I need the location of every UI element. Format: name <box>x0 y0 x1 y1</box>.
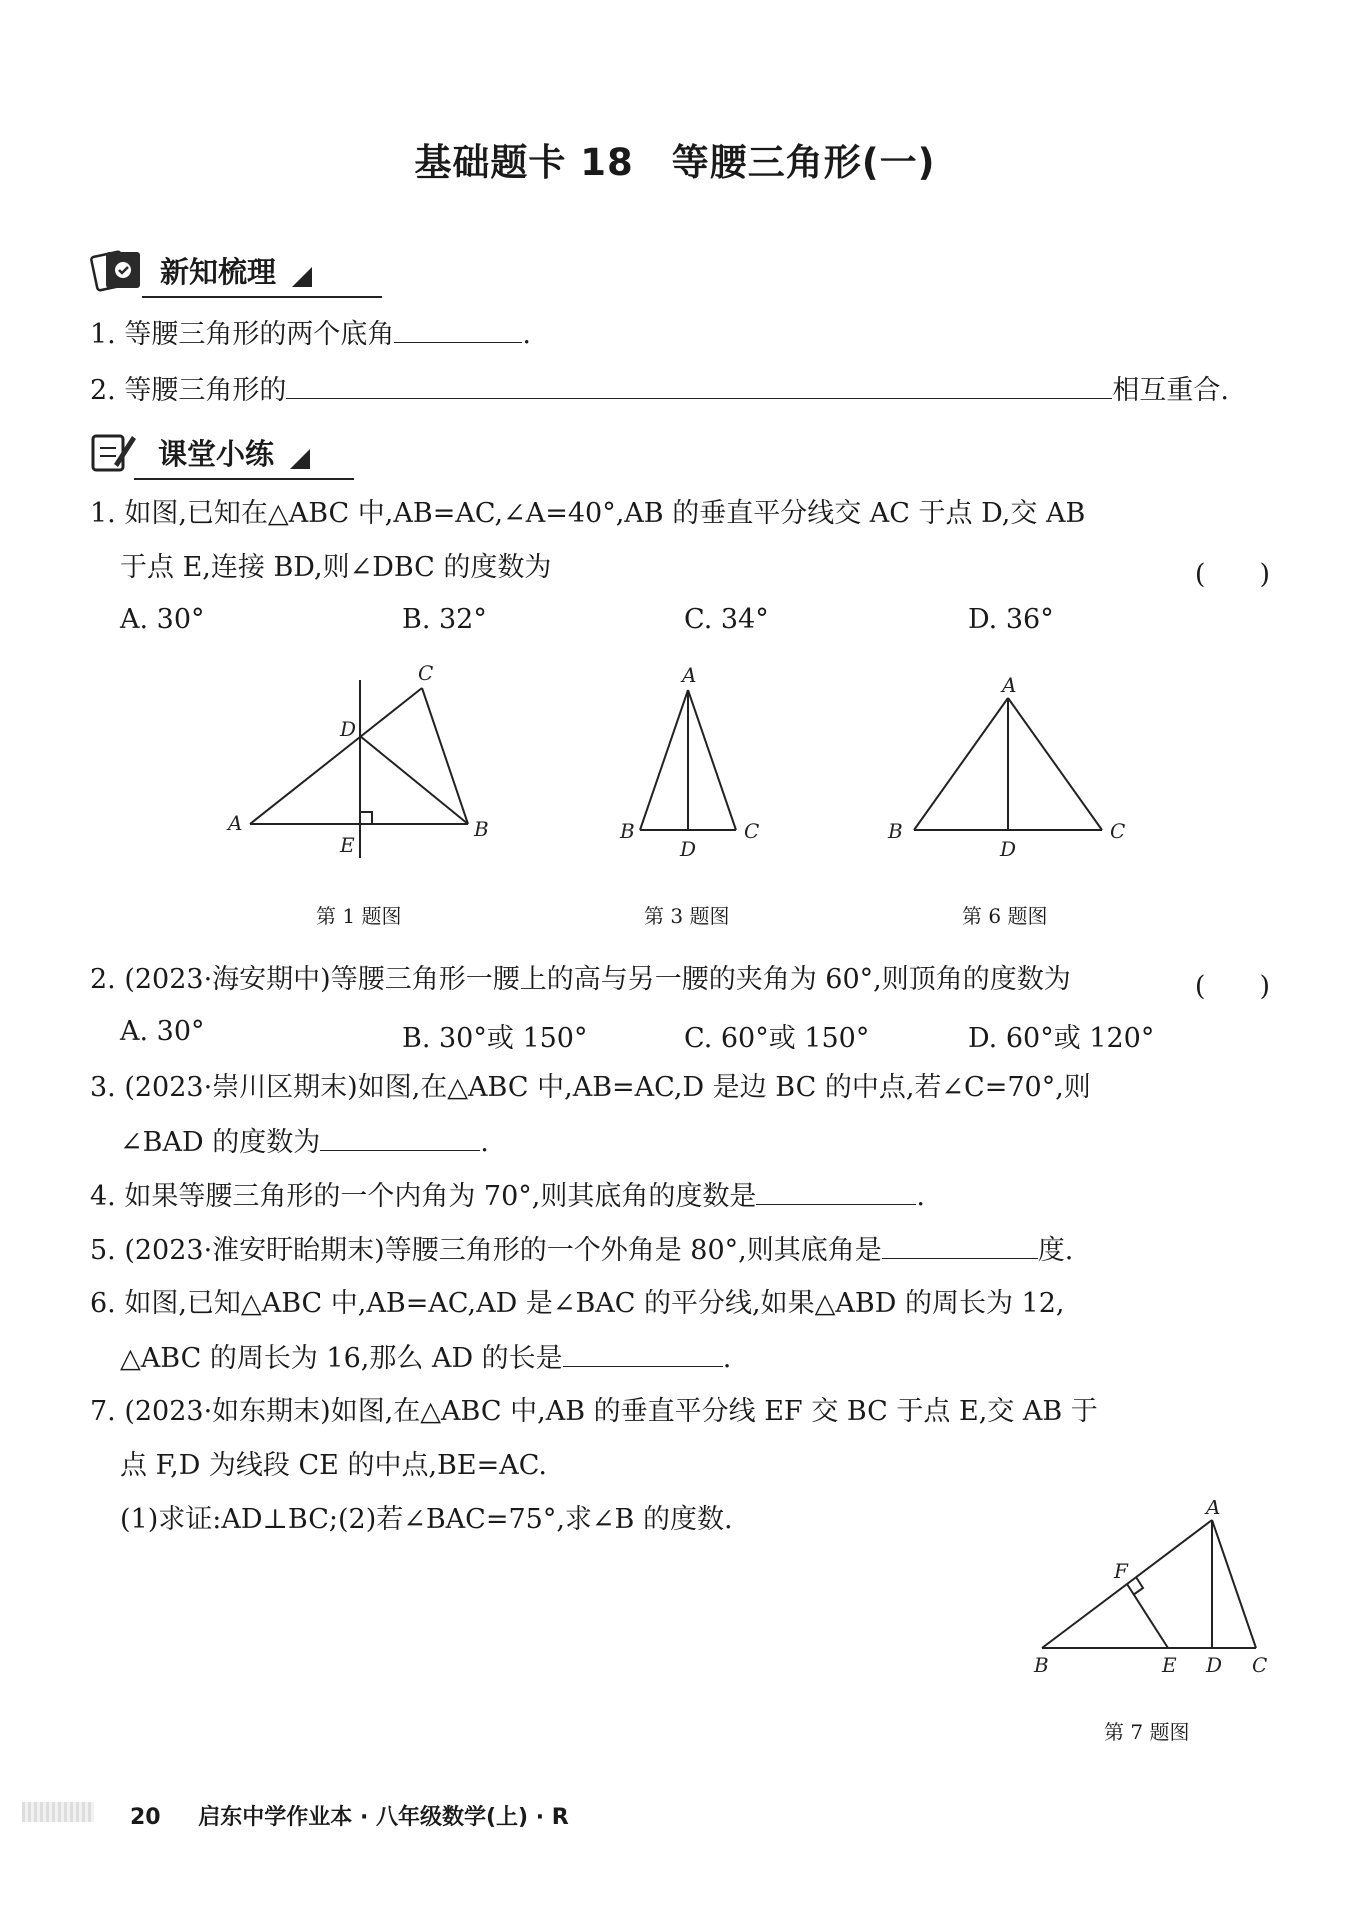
knowledge-card-icon <box>90 248 148 292</box>
q3-text: ∠BAD 的度数为 <box>120 1127 321 1158</box>
q1-line-1: 1. 如图,已知在△ABC 中,AB=AC,∠A=40°,AB 的垂直平分线交 AC 于点 D,交 AB <box>90 498 1086 529</box>
right-angle-mark <box>1133 1577 1143 1595</box>
section-title: 课堂小练 <box>158 436 275 471</box>
figure-7-caption: 第 7 题图 <box>1104 1720 1190 1744</box>
item-text: 2. 等腰三角形的 <box>90 375 287 406</box>
label-c: C <box>1110 819 1126 843</box>
q4-line <box>90 1176 925 1217</box>
section-title: 新知梳理 <box>160 254 277 289</box>
page-number: 20 <box>130 1805 161 1830</box>
label-a: A <box>682 663 697 687</box>
notebook-pencil-icon <box>90 430 138 474</box>
item-text: 1. 等腰三角形的两个底角 <box>90 319 395 350</box>
section-underline <box>142 296 382 298</box>
label-b: B <box>888 819 903 843</box>
q2-option-c[interactable]: C. 60°或 150° <box>684 1023 870 1054</box>
label-a: A <box>228 811 243 835</box>
label-f: F <box>1114 1559 1128 1583</box>
q6-line-2 <box>120 1338 731 1379</box>
page-title: 基础题卡 18 等腰三角形(一) <box>414 141 936 184</box>
q1-option-b[interactable]: B. 32° <box>402 604 487 635</box>
label-c: C <box>1252 1653 1268 1677</box>
label-e: E <box>1162 1653 1177 1677</box>
q1-answer-paren[interactable]: ( ) <box>1194 559 1270 590</box>
footer-decoration <box>22 1802 94 1822</box>
q2-option-d[interactable]: D. 60°或 120° <box>968 1023 1155 1054</box>
q5-end: 度. <box>1037 1235 1074 1266</box>
q1-line-2: 于点 E,连接 BD,则∠DBC 的度数为 <box>120 552 552 583</box>
q1-option-d[interactable]: D. 36° <box>968 604 1054 635</box>
corner-triangle-icon <box>290 449 310 469</box>
answer-blank[interactable] <box>320 1122 480 1151</box>
corner-triangle-icon <box>292 267 312 287</box>
answer-blank[interactable] <box>394 314 522 343</box>
right-angle-mark <box>360 812 372 824</box>
label-d: D <box>1000 837 1017 861</box>
segment-ac <box>250 688 422 824</box>
q2-option-b[interactable]: B. 30°或 150° <box>402 1023 588 1054</box>
segment-bd <box>360 736 468 824</box>
q4-text: 4. 如果等腰三角形的一个内角为 70°,则其底角的度数是 <box>90 1181 757 1212</box>
page-footer <box>130 1800 569 1831</box>
figure-1 <box>220 660 510 870</box>
label-b: B <box>620 819 635 843</box>
section-practice <box>90 430 310 474</box>
segment-ab <box>640 690 688 830</box>
q7-line-1: 7. (2023·如东期末)如图,在△ABC 中,AB 的垂直平分线 EF 交 BC 于点 E,交 AB 于 <box>90 1396 1098 1427</box>
label-d: D <box>680 837 697 861</box>
figure-6 <box>880 660 1140 870</box>
segment-ac <box>1008 698 1102 830</box>
answer-blank[interactable] <box>756 1176 916 1205</box>
answer-blank[interactable] <box>286 370 1112 399</box>
figure-6-caption: 第 6 题图 <box>962 904 1048 928</box>
label-d: D <box>1206 1653 1223 1677</box>
q5-line <box>90 1230 1073 1271</box>
knowledge-item-2 <box>90 370 1270 411</box>
knowledge-item-1 <box>90 314 531 355</box>
q4-end: . <box>916 1181 925 1212</box>
section-new-knowledge <box>90 248 312 292</box>
q7-line-3: (1)求证:AD⊥BC;(2)若∠BAC=75°,求∠B 的度数. <box>120 1504 733 1535</box>
label-a: A <box>1002 673 1017 697</box>
label-a: A <box>1206 1500 1221 1519</box>
label-c: C <box>418 661 434 685</box>
segment-ab <box>914 698 1008 830</box>
label-c: C <box>744 819 760 843</box>
segment-ac <box>1212 1520 1256 1648</box>
q6-text: △ABC 的周长为 16,那么 AD 的长是 <box>120 1343 563 1374</box>
q2-answer-paren[interactable]: ( ) <box>1194 971 1270 1002</box>
figure-7 <box>1020 1500 1290 1700</box>
q3-line-1: 3. (2023·崇川区期末)如图,在△ABC 中,AB=AC,D 是边 BC 的中点,若∠C=70°,则 <box>90 1072 1091 1103</box>
book-title: 启东中学作业本 · 八年级数学(上) · R <box>198 1805 569 1830</box>
q1-option-a[interactable]: A. 30° <box>120 604 205 635</box>
item-end: . <box>522 319 531 350</box>
q3-line-2 <box>120 1122 489 1163</box>
label-e: E <box>340 833 355 857</box>
figure-3-caption: 第 3 题图 <box>644 904 730 928</box>
segment-ac <box>688 690 736 830</box>
item-end: 相互重合. <box>1112 375 1229 406</box>
segment-ef <box>1127 1584 1168 1648</box>
answer-blank[interactable] <box>882 1230 1038 1259</box>
q7-line-2: 点 F,D 为线段 CE 的中点,BE=AC. <box>120 1450 547 1481</box>
label-b: B <box>1034 1653 1049 1677</box>
q2-line-1: 2. (2023·海安期中)等腰三角形一腰上的高与另一腰的夹角为 60°,则顶角的度数为 <box>90 964 1071 995</box>
section-underline <box>134 478 354 480</box>
q2-option-a[interactable]: A. 30° <box>120 1016 205 1047</box>
q3-end: . <box>480 1127 489 1158</box>
segment-bc <box>422 688 468 824</box>
q1-option-c[interactable]: C. 34° <box>684 604 769 635</box>
figure-3 <box>610 660 770 870</box>
q5-text: 5. (2023·淮安盱眙期末)等腰三角形的一个外角是 80°,则其底角是 <box>90 1235 882 1266</box>
label-d: D <box>340 717 357 741</box>
q6-end: . <box>722 1343 732 1374</box>
q6-line-1: 6. 如图,已知△ABC 中,AB=AC,AD 是∠BAC 的平分线,如果△ABD 的周长为 12, <box>90 1288 1065 1319</box>
figure-1-caption: 第 1 题图 <box>316 904 402 928</box>
answer-blank[interactable] <box>563 1338 723 1367</box>
label-b: B <box>474 817 489 841</box>
